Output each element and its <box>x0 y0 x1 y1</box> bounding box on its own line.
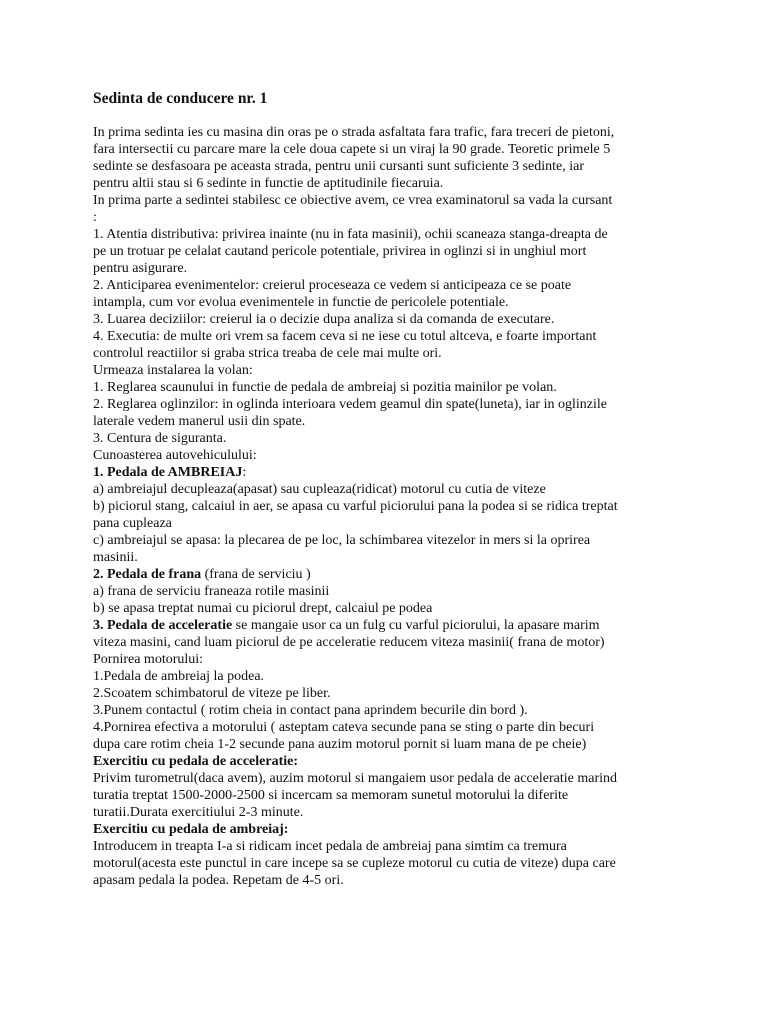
text-line <box>93 260 683 277</box>
line-text: : <box>93 210 97 225</box>
text-line <box>93 804 683 821</box>
text-line <box>93 158 683 175</box>
line-text: b) piciorul stang, calcaiul in aer, se apasa cu varful piciorului pana la podea si se ridica treptat <box>93 499 618 514</box>
line-text: fara intersectii cu parcare mare la cele doua capete si un viraj la 90 grade. Teoretic primele 5 <box>93 142 611 157</box>
line-text: se mangaie usor ca un fulg cu varful piciorului, la apasare marim <box>232 618 600 633</box>
bold-heading: 1. Pedala de AMBREIAJ <box>93 465 243 480</box>
line-text: pe un trotuar pe celalat cautand pericole potentiale, privirea in oglinzi si in unghiul mort <box>93 244 587 259</box>
line-text: masinii. <box>93 550 138 565</box>
line-text: intampla, cum vor evolua evenimentele in functie de pericolele potentiale. <box>93 295 509 310</box>
line-text: apasam pedala la podea. Repetam de 4-5 ori. <box>93 873 344 888</box>
text-line <box>93 753 683 770</box>
text-line <box>93 855 683 872</box>
line-text: dupa care rotim cheia 1-2 secunde pana auzim motorul pornit si luam mana de pe cheie) <box>93 737 587 752</box>
line-text: c) ambreiajul se apasa: la plecarea de pe loc, la schimbarea vitezelor in mers si la oprirea <box>93 533 591 548</box>
bold-heading: Exercitiu cu pedala de acceleratie: <box>93 754 299 769</box>
line-text: pana cupleaza <box>93 516 172 531</box>
text-line <box>93 294 683 311</box>
text-line <box>93 583 683 600</box>
text-line <box>93 702 683 719</box>
text-line <box>93 685 683 702</box>
text-line <box>93 345 683 362</box>
line-text: 4.Pornirea efectiva a motorului ( asteptam cateva secunde pana se sting o parte din becuri <box>93 720 595 735</box>
text-line <box>93 141 683 158</box>
text-line <box>93 617 683 634</box>
line-text: 1. Atentia distributiva: privirea inainte (nu in fata masinii), ochii scaneaza stanga-dreapta de <box>93 227 608 242</box>
text-line <box>93 736 683 753</box>
line-text: laterale vedem manerul usii din spate. <box>93 414 306 429</box>
line-text: Pornirea motorului: <box>93 652 204 667</box>
text-line <box>93 481 683 498</box>
text-line <box>93 362 683 379</box>
text-line <box>93 787 683 804</box>
text-line <box>93 430 683 447</box>
document-body <box>93 124 683 889</box>
line-text: a) ambreiajul decupleaza(apasat) sau cupleaza(ridicat) motorul cu cutia de viteze <box>93 482 546 497</box>
bold-heading: 3. Pedala de acceleratie <box>93 618 233 633</box>
text-line <box>93 821 683 838</box>
line-text: Introducem in treapta I-a si ridicam incet pedala de ambreiaj pana simtim ca tremura <box>93 839 567 854</box>
text-line <box>93 838 683 855</box>
line-text: a) frana de serviciu franeaza rotile masinii <box>93 584 330 599</box>
text-line <box>93 549 683 566</box>
line-text: 4. Executia: de multe ori vrem sa facem ceva si ne iese cu totul altceva, e foarte important <box>93 329 597 344</box>
line-text: b) se apasa treptat numai cu piciorul drept, calcaiul pe podea <box>93 601 433 616</box>
document-page <box>93 90 683 889</box>
line-text: pentru asigurare. <box>93 261 188 276</box>
text-line <box>93 600 683 617</box>
line-text: Cunoasterea autovehiculului: <box>93 448 257 463</box>
text-line <box>93 311 683 328</box>
text-line <box>93 447 683 464</box>
line-text: motorul(acesta este punctul in care incepe sa se cupleze motorul cu cutia de viteze) dupa care <box>93 856 616 871</box>
text-line <box>93 209 683 226</box>
text-line <box>93 192 683 209</box>
text-line <box>93 872 683 889</box>
line-text: : <box>242 465 247 480</box>
line-text: 3. Luarea deciziilor: creierul ia o decizie dupa analiza si da comanda de executare. <box>93 312 555 327</box>
text-line <box>93 634 683 651</box>
document-title: Sedinta de conducere nr. 1 <box>93 90 268 107</box>
text-line <box>93 770 683 787</box>
text-line <box>93 566 683 583</box>
text-line <box>93 226 683 243</box>
line-text: pentru altii stau si 6 sedinte in functie de aptitudinile fiecaruia. <box>93 176 444 191</box>
text-line <box>93 668 683 685</box>
text-line <box>93 719 683 736</box>
bold-heading: 2. Pedala de frana <box>93 567 202 582</box>
line-text: 1. Reglarea scaunului in functie de pedala de ambreiaj si pozitia mainilor pe volan. <box>93 380 557 395</box>
text-line <box>93 277 683 294</box>
bold-heading: Exercitiu cu pedala de ambreiaj: <box>93 822 289 837</box>
text-line <box>93 124 683 141</box>
line-text: 2.Scoatem schimbatorul de viteze pe liber. <box>93 686 331 701</box>
text-line <box>93 396 683 413</box>
line-text: Urmeaza instalarea la volan: <box>93 363 253 378</box>
line-text: In prima parte a sedintei stabilesc ce obiective avem, ce vrea examinatorul sa vada la cursant <box>93 193 613 208</box>
text-line <box>93 379 683 396</box>
line-text: controlul reactiilor si graba strica treaba de cele mai multe ori. <box>93 346 442 361</box>
line-text: turatii.Durata exercitiului 2-3 minute. <box>93 805 304 820</box>
line-text: sedinte se desfasoara pe aceasta strada, pentru unii cursanti sunt suficiente 3 sedinte, iar <box>93 159 584 174</box>
text-line <box>93 413 683 430</box>
line-text: Privim turometrul(daca avem), auzim motorul si mangaiem usor pedala de acceleratie marind <box>93 771 618 786</box>
line-text: turatia treptat 1500-2000-2500 si incercam sa memoram sunetul motorului la diferite <box>93 788 569 803</box>
text-line <box>93 243 683 260</box>
text-line <box>93 175 683 192</box>
line-text: In prima sedinta ies cu masina din oras pe o strada asfaltata fara trafic, fara treceri de pietoni, <box>93 125 615 140</box>
text-line <box>93 515 683 532</box>
text-line <box>93 532 683 549</box>
text-line <box>93 464 683 481</box>
line-text: viteza masini, cand luam piciorul de pe acceleratie reducem viteza masinii( frana de motor) <box>93 635 605 650</box>
line-text: 3. Centura de siguranta. <box>93 431 227 446</box>
text-line <box>93 651 683 668</box>
line-text: 2. Reglarea oglinzilor: in oglinda interioara vedem geamul din spate(luneta), iar in oglinzile <box>93 397 607 412</box>
text-line <box>93 498 683 515</box>
line-text: 3.Punem contactul ( rotim cheia in contact pana aprindem becurile din bord ). <box>93 703 528 718</box>
line-text: (frana de serviciu ) <box>201 567 311 582</box>
line-text: 1.Pedala de ambreiaj la podea. <box>93 669 265 684</box>
text-line <box>93 328 683 345</box>
line-text: 2. Anticiparea evenimentelor: creierul proceseaza ce vedem si anticipeaza ce se poate <box>93 278 572 293</box>
